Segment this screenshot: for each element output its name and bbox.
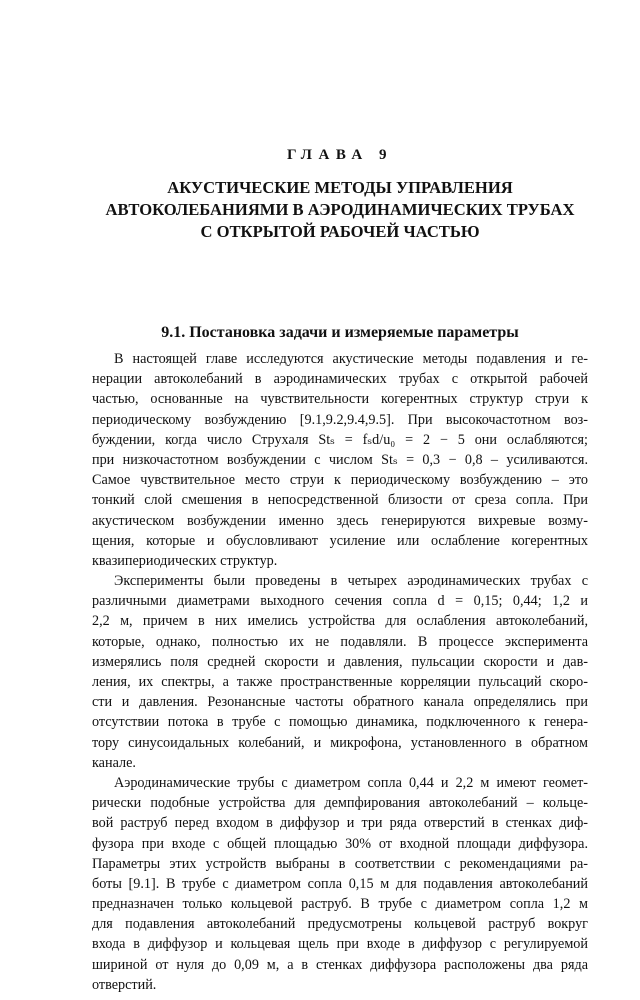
paragraph <box>92 773 588 995</box>
chapter-title-line: С ОТКРЫТОЙ РАБОЧЕЙ ЧАСТЬЮ <box>200 222 480 241</box>
section-heading: 9.1. Постановка задачи и измеряемые параметры <box>161 324 519 341</box>
text-line: отсутствии потока в трубе с помощью динамика, подключенного к генера- <box>92 714 588 731</box>
text-line: нерации автоколебаний в аэродинамических трубах с открытой рабочей <box>92 371 588 388</box>
text-line: квазипериодических структур. <box>92 552 278 569</box>
text-line: В настоящей главе исследуются акустические методы подавления и ге- <box>114 351 588 367</box>
text-line: частью, основанные на чувствительности когерентных структур струи к <box>92 391 588 408</box>
text-line: 2,2 м, причем в них имелись устройства для ослабления автоколебаний, <box>92 613 588 630</box>
text-line: боты [9.1]. В трубе с диаметром сопла 0,15 м для подавления автоколебаний <box>92 875 588 892</box>
chapter-title-line: АКУСТИЧЕСКИЕ МЕТОДЫ УПРАВЛЕНИЯ <box>167 178 513 197</box>
text-line: фузора при входе с общей площадью 30% от входной площади диффузора. <box>92 835 588 852</box>
text-line: предназначен только кольцевой раструб. В трубе с диаметром сопла 1,2 м <box>92 896 588 913</box>
chapter-title <box>92 177 588 243</box>
text-line: которые, однако, полностью их не подавляли. В процессе эксперимента <box>92 633 588 650</box>
book-page <box>92 0 588 1000</box>
text-line: отверстий. <box>92 976 157 993</box>
text-line: Эксперименты были проведены в четырех аэродинамических трубах с <box>114 573 588 590</box>
text-line: для подавления автоколебаний предусмотрены кольцевой раструб вокруг <box>92 916 588 933</box>
text-line: канале. <box>92 754 136 771</box>
text-line: Самое чувствительное место струи к периодическому возбуждению – это <box>92 472 588 489</box>
chapter-label: ГЛАВА 9 <box>287 147 393 163</box>
chapter-title-line: АВТОКОЛЕБАНИЯМИ В АЭРОДИНАМИЧЕСКИХ ТРУБАХ <box>105 200 575 219</box>
text-line: вой раструб перед входом в диффузор и три ряда отверстий в стенках диф- <box>92 815 588 832</box>
text-line: различными диаметрами выходного сечения сопла d = 0,15; 0,44; 1,2 и <box>92 593 588 610</box>
text-line: рически подобные устройства для демпфирования автоколебаний – кольце- <box>92 795 588 812</box>
text-line: периодическому возбуждению [9.1,9.2,9.4,9.5]. При высокочастотном воз- <box>92 411 588 428</box>
text-line: щения, которые и обусловливают усиление или ослабление когерентных <box>92 532 588 549</box>
paragraph <box>92 349 588 571</box>
text-line: тору синусоидальных колебаний, и микрофона, установленного в обратном <box>92 734 588 751</box>
text-line: Аэродинамические трубы с диаметром сопла 0,44 и 2,2 м имеют геомет- <box>114 774 588 791</box>
text-line: при низкочастотном возбуждении с числом Stₛ = 0,3 − 0,8 – усиливаются. <box>92 451 588 468</box>
text-line: сти и давления. Резонансные частоты обратного канала определялись при <box>92 694 588 711</box>
body-text <box>92 349 588 995</box>
text-line: тонкий слой смешения в непосредственной близости от среза сопла. При <box>92 492 588 509</box>
text-line: акустическом возбуждении именно здесь генерируются вихревые возму- <box>92 512 588 529</box>
text-line: шириной от нуля до 0,09 м, а в стенках диффузора расположены два ряда <box>92 956 588 973</box>
text-line: Параметры этих устройств выбраны в соответствии с рекомендациями ра- <box>92 855 588 872</box>
text-line: буждении, когда число Струхаля Stₛ = fₛd/u₀ = 2 − 5 они ослабляются; <box>92 431 588 448</box>
text-line: входа в диффузор и кольцевая щель при входе в диффузор с регулируемой <box>92 936 588 953</box>
text-line: измерялись поля средней скорости и давления, пульсации скорости и дав- <box>92 653 588 670</box>
text-line: ления, их спектры, а также пространственные корреляции пульсаций скоро- <box>92 674 588 690</box>
paragraph <box>92 571 588 773</box>
